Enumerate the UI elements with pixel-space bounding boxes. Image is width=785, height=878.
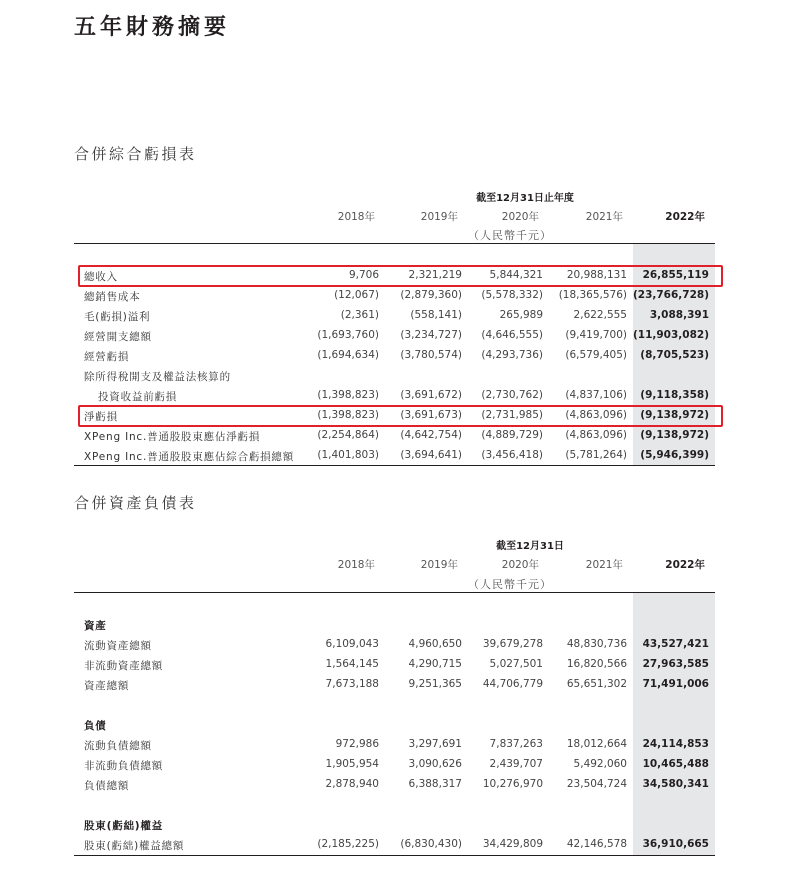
table-row [74, 306, 715, 326]
cell-year-1: 9,251,365 [408, 678, 462, 690]
cell-year-1: 4,290,715 [408, 658, 462, 670]
cell-year-1: 4,960,650 [408, 638, 462, 650]
balance-currency-note: （人民幣千元） [468, 578, 552, 591]
cell-year-0: (1,401,803) [317, 449, 379, 461]
cell-year-1: 3,090,626 [408, 758, 462, 770]
cell-year-1: 2,321,219 [408, 269, 462, 281]
cell-year-0: 7,673,188 [325, 678, 379, 690]
row-label: 資產總額 [84, 680, 130, 692]
cell-year-3: 48,830,736 [566, 638, 627, 650]
cell-current-year: 36,910,665 [642, 838, 709, 850]
cell-year-0: 6,109,043 [325, 638, 379, 650]
cell-year-2: 44,706,779 [482, 678, 543, 690]
cell-year-3: (18,365,576) [558, 289, 627, 301]
cell-year-0: (12,067) [334, 289, 379, 301]
row-label: 總銷售成本 [84, 291, 141, 303]
page-title: 五年財務摘要 [74, 15, 231, 40]
cell-year-3: (9,419,700) [565, 329, 627, 341]
row-label: 總收入 [84, 271, 118, 283]
balance-year-2022: 2022年 [665, 559, 705, 571]
cell-year-0: (2,254,864) [317, 429, 379, 441]
cell-year-3: 23,504,724 [566, 778, 627, 790]
cell-year-1: (4,642,754) [400, 429, 462, 441]
income-year-2020: 2020年 [501, 211, 539, 223]
income-year-2018: 2018年 [337, 211, 375, 223]
cell-year-3: 5,492,060 [573, 758, 627, 770]
row-label: 股東(虧絀)權益總額 [84, 840, 185, 852]
group-heading: 負債 [84, 720, 107, 732]
cell-year-2: 265,989 [499, 309, 543, 321]
cell-year-2: (2,730,762) [481, 389, 543, 401]
cell-year-1: (6,830,430) [400, 838, 462, 850]
balance-top-rule [74, 592, 715, 593]
cell-current-year: 34,580,341 [642, 778, 709, 790]
table-row [74, 386, 715, 406]
cell-current-year: (9,138,972) [640, 409, 709, 421]
cell-year-2: 39,679,278 [482, 638, 543, 650]
cell-year-1: (3,691,672) [400, 389, 462, 401]
cell-year-0: 972,986 [335, 738, 379, 750]
cell-year-3: 65,651,302 [566, 678, 627, 690]
cell-year-0: 9,706 [348, 269, 379, 281]
cell-year-1: (3,780,574) [400, 349, 462, 361]
cell-year-1: 3,297,691 [408, 738, 462, 750]
cell-year-2: (5,578,332) [481, 289, 543, 301]
cell-current-year: (8,705,523) [640, 349, 709, 361]
highlight-box [78, 265, 723, 287]
group-heading: 股東(虧絀)權益 [84, 820, 163, 832]
income-statement-title: 合併綜合虧損表 [74, 145, 197, 163]
row-label: 除所得稅開支及權益法核算的 [84, 371, 231, 383]
income-period-header: 截至12月31日止年度 [476, 193, 574, 204]
cell-year-0: 1,905,954 [325, 758, 379, 770]
income-year-2021: 2021年 [585, 211, 623, 223]
cell-current-year: 27,963,585 [642, 658, 709, 670]
highlight-box [78, 405, 723, 427]
row-label: 經營虧損 [84, 351, 130, 363]
cell-current-year: 26,855,119 [642, 269, 709, 281]
cell-year-2: 34,429,809 [482, 838, 543, 850]
income-year-2022: 2022年 [665, 211, 705, 223]
cell-year-3: (4,863,096) [565, 429, 627, 441]
cell-year-3: (6,579,405) [565, 349, 627, 361]
cell-current-year: (9,138,972) [640, 429, 709, 441]
income-top-rule [74, 243, 715, 244]
cell-year-2: 5,027,501 [489, 658, 543, 670]
table-row [74, 675, 715, 695]
income-bottom-rule [74, 465, 715, 466]
cell-year-3: (5,781,264) [565, 449, 627, 461]
cell-year-3: 42,146,578 [566, 838, 627, 850]
cell-current-year: (11,903,082) [632, 329, 709, 341]
cell-current-year: 43,527,421 [642, 638, 709, 650]
cell-current-year: (23,766,728) [632, 289, 709, 301]
table-row [74, 286, 715, 306]
table-row [74, 446, 715, 466]
table-row [74, 715, 715, 735]
income-currency-note: （人民幣千元） [468, 229, 552, 242]
table-row [74, 655, 715, 675]
cell-year-1: (3,694,641) [400, 449, 462, 461]
row-label: 流動資產總額 [84, 640, 152, 652]
cell-year-1: 6,388,317 [408, 778, 462, 790]
row-label: XPeng Inc.普通股股東應佔綜合虧損總額 [84, 451, 295, 463]
table-row [74, 835, 715, 855]
cell-year-3: (4,837,106) [565, 389, 627, 401]
cell-year-2: (2,731,985) [481, 409, 543, 421]
cell-year-2: 7,837,263 [489, 738, 543, 750]
table-row [74, 326, 715, 346]
cell-year-2: 5,844,321 [489, 269, 543, 281]
table-row [74, 735, 715, 755]
cell-year-2: (3,456,418) [481, 449, 543, 461]
row-label: 非流動資產總額 [84, 660, 164, 672]
row-label: 流動負債總額 [84, 740, 152, 752]
cell-current-year: (9,118,358) [640, 389, 709, 401]
cell-year-0: (1,694,634) [317, 349, 379, 361]
balance-bottom-rule [74, 855, 715, 856]
balance-year-2020: 2020年 [501, 559, 539, 571]
cell-year-3: 16,820,566 [566, 658, 627, 670]
table-row [74, 366, 715, 386]
cell-year-1: (558,141) [410, 309, 462, 321]
row-label: 淨虧損 [84, 411, 118, 423]
cell-current-year: 10,465,488 [642, 758, 709, 770]
cell-year-2: (4,293,736) [481, 349, 543, 361]
cell-year-3: 2,622,555 [573, 309, 627, 321]
table-row [74, 615, 715, 635]
row-label: 毛(虧損)溢利 [84, 311, 151, 323]
cell-year-0: (1,693,760) [317, 329, 379, 341]
cell-year-0: (1,398,823) [317, 409, 379, 421]
row-label: 負債總額 [84, 780, 130, 792]
row-label: XPeng Inc.普通股股東應佔淨虧損 [84, 431, 261, 443]
cell-year-2: 10,276,970 [482, 778, 543, 790]
table-row [74, 346, 715, 366]
cell-year-0: (1,398,823) [317, 389, 379, 401]
income-year-2019: 2019年 [420, 211, 458, 223]
row-label: 經營開支總額 [84, 331, 152, 343]
cell-year-0: (2,185,225) [317, 838, 379, 850]
cell-year-0: 1,564,145 [325, 658, 379, 670]
table-row [74, 755, 715, 775]
cell-year-2: (4,646,555) [481, 329, 543, 341]
cell-current-year: 71,491,006 [642, 678, 709, 690]
table-row [74, 635, 715, 655]
balance-sheet-title: 合併資產負債表 [74, 494, 197, 512]
cell-year-1: (3,234,727) [400, 329, 462, 341]
table-row [74, 775, 715, 795]
cell-year-3: (4,863,096) [565, 409, 627, 421]
group-heading: 資產 [84, 620, 107, 632]
row-label: 投資收益前虧損 [98, 391, 178, 403]
cell-current-year: (5,946,399) [640, 449, 709, 461]
cell-year-1: (3,691,673) [400, 409, 462, 421]
balance-year-2018: 2018年 [337, 559, 375, 571]
cell-year-0: 2,878,940 [325, 778, 379, 790]
cell-current-year: 3,088,391 [649, 309, 709, 321]
row-label: 非流動負債總額 [84, 760, 164, 772]
table-row [74, 815, 715, 835]
cell-year-2: (4,889,729) [481, 429, 543, 441]
cell-year-2: 2,439,707 [489, 758, 543, 770]
balance-year-2021: 2021年 [585, 559, 623, 571]
cell-year-3: 20,988,131 [566, 269, 627, 281]
cell-year-1: (2,879,360) [400, 289, 462, 301]
balance-year-2019: 2019年 [420, 559, 458, 571]
balance-period-header: 截至12月31日 [496, 541, 564, 552]
cell-year-0: (2,361) [340, 309, 379, 321]
cell-year-3: 18,012,664 [566, 738, 627, 750]
cell-current-year: 24,114,853 [642, 738, 709, 750]
table-row [74, 426, 715, 446]
